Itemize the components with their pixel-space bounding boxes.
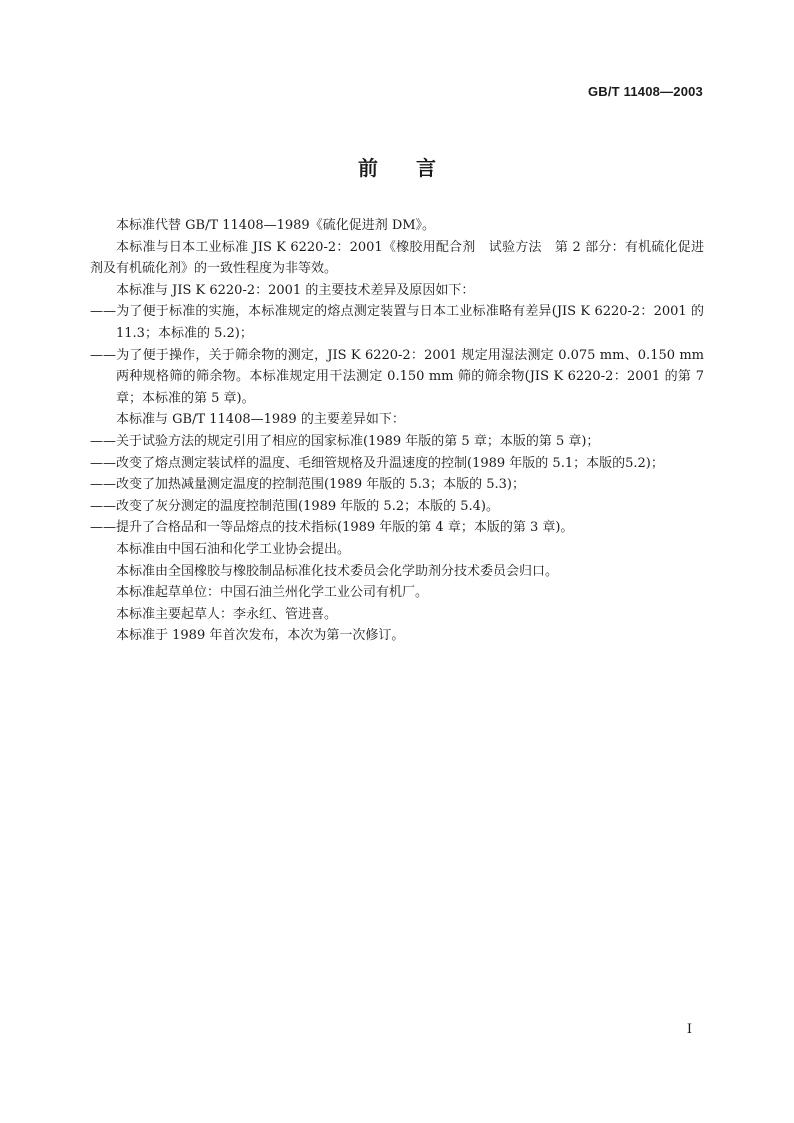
list-item-test-methods: ——关于试验方法的规定引用了相应的国家标准(1989 年版的第 5 章；本版的第 5 章)；: [90, 433, 600, 449]
foreword-body: [90, 215, 704, 647]
standard-code-header: GB/T 11408—2003: [587, 84, 703, 99]
list-item-melting-point-apparatus: ——为了便于标准的实施，本标准规定的熔点测定装置与日本工业标准略有差异(JIS K 6220-2：2001 的 11.3；本标准的 5.2)；: [90, 304, 704, 341]
paragraph-gbt-differences-intro: 本标准与 GB/T 11408—1989 的主要差异如下：: [116, 412, 405, 428]
paragraph-consistency: 本标准与日本工业标准 JIS K 6220-2：2001《橡胶用配合剂 试验方法 第 2 部分：有机硫化促进剂及有机硫化剂》的一致性程度为非等效。: [90, 239, 704, 277]
paragraph-replaces: 本标准代替 GB/T 11408—1989《硫化促进剂 DM》。: [116, 218, 436, 233]
list-item-melting-point-control: ——改变了熔点测定装试样的温度、毛细管规格及升温速度的控制(1989 年版的 5.1；本版的5.2)；: [90, 455, 664, 471]
paragraph-drafting-unit: 本标准起草单位：中国石油兰州化学工业公司有机厂。: [116, 585, 429, 601]
list-item-melting-point-index: ——提升了合格品和一等品熔点的技术指标(1989 年版的第 4 章；本版的第 3 章)。: [90, 520, 574, 536]
list-item-sieve-residue: ——为了便于操作，关于筛余物的测定，JIS K 6220-2：2001 规定用湿法测定 0.075 mm、0.150 mm 两种规格筛的筛余物。本标准规定用干法测定 0.150 mm 筛的筛余物(JIS K 6220-2：2001 的第 7 章；本标准的第 5 章)。: [90, 347, 704, 406]
page-title: 前言: [358, 156, 474, 180]
paragraph-proposed-by: 本标准由中国石油和化学工业协会提出。: [116, 541, 351, 557]
list-item-heating-loss: ——改变了加热减量测定温度的控制范围(1989 年版的 5.3；本版的 5.3)；: [90, 477, 525, 493]
list-item-ash-temperature: ——改变了灰分测定的温度控制范围(1989 年版的 5.2；本版的 5.4)。: [90, 498, 499, 514]
paragraph-history: 本标准于 1989 年首次发布，本次为第一次修订。: [116, 628, 405, 644]
paragraph-jis-differences-intro: 本标准与 JIS K 6220-2：2001 的主要技术差异及原因如下：: [116, 282, 475, 298]
paragraph-drafters: 本标准主要起草人：李永红、管进喜。: [116, 606, 338, 622]
paragraph-centralized-by: 本标准由全国橡胶与橡胶制品标准化技术委员会化学助剂分技术委员会归口。: [116, 563, 559, 579]
page-number: I: [686, 1022, 692, 1037]
